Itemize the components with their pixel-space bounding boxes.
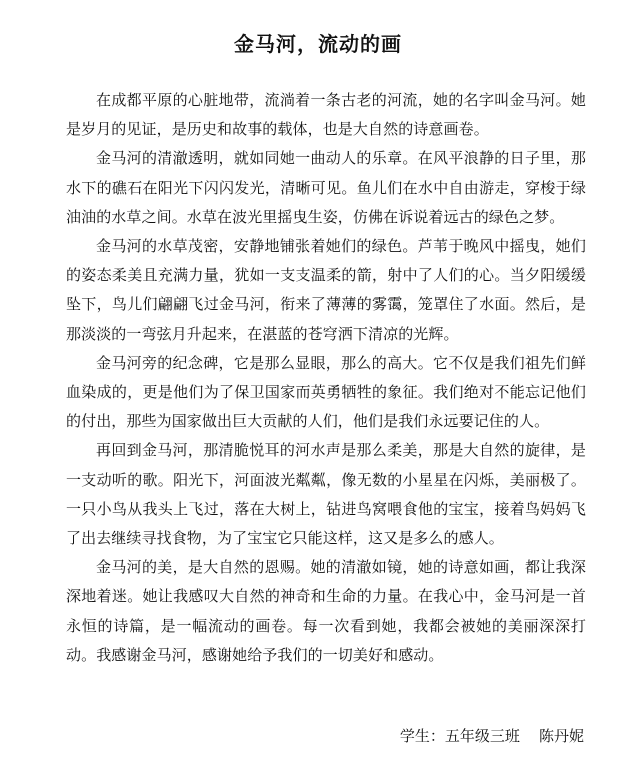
- paragraph-2: 金马河的清澈透明，就如同她一曲动人的乐章。在风平浪静的日子里，那水下的礁石在阳光下闪闪发光，清晰可见。鱼儿们在水中自由游走，穿梭于绿油油的水草之间。水草在波光里摇曳生姿，仿佛在诉说着远古的绿色之梦。: [66, 149, 586, 226]
- paragraph-6: 金马河的美，是大自然的恩赐。她的清澈如镜，她的诗意如画，都让我深深地着迷。她让我感叹大自然的神奇和生命的力量。在我心中，金马河是一首永恒的诗篇，是一幅流动的画卷。每一次看到她，我都会被她的美丽深深打动。我感谢金马河，感谢她给予我们的一切美好和感动。: [66, 558, 586, 664]
- paragraph-1: 在成都平原的心脏地带，流淌着一条古老的河流，她的名字叫金马河。她是岁月的见证，是历史和故事的载体，也是大自然的诗意画卷。: [66, 91, 586, 139]
- paragraph-3: 金马河的水草茂密，安静地铺张着她们的绿色。芦苇于晚风中摇曳，她们的姿态柔美且充满力量，犹如一支支温柔的箭，射中了人们的心。当夕阳缓缓坠下，鸟儿们翩翩飞过金马河，衔来了薄薄的雾霭，笼罩住了水面。然后，是那淡淡的一弯弦月升起来，在湛蓝的苍穹洒下清凉的光辉。: [66, 237, 586, 343]
- paragraph-5: 再回到金马河，那清脆悦耳的河水声是那么柔美，那是大自然的旋律，是一支动听的歌。阳光下，河面波光粼粼，像无数的小星星在闪烁，美丽极了。一只小鸟从我头上飞过，落在大树上，钻进鸟窝喂食他的宝宝，接着鸟妈妈飞了出去继续寻找食物，为了宝宝它只能这样，这又是多么的感人。: [66, 441, 586, 548]
- document-body: [66, 86, 586, 670]
- paragraph-4: 金马河旁的纪念碑，它是那么显眼，那么的高大。它不仅是我们祖先们鲜血染成的，更是他们为了保卫国家而英勇牺牲的象征。我们绝对不能忘记他们的付出，那些为国家做出巨大贡献的人们，他们是我们永远要记住的人。: [66, 353, 586, 431]
- document-title: 金马河，流动的画: [234, 32, 402, 56]
- author-signature: 学生：五年级三班 陈丹妮: [399, 727, 584, 745]
